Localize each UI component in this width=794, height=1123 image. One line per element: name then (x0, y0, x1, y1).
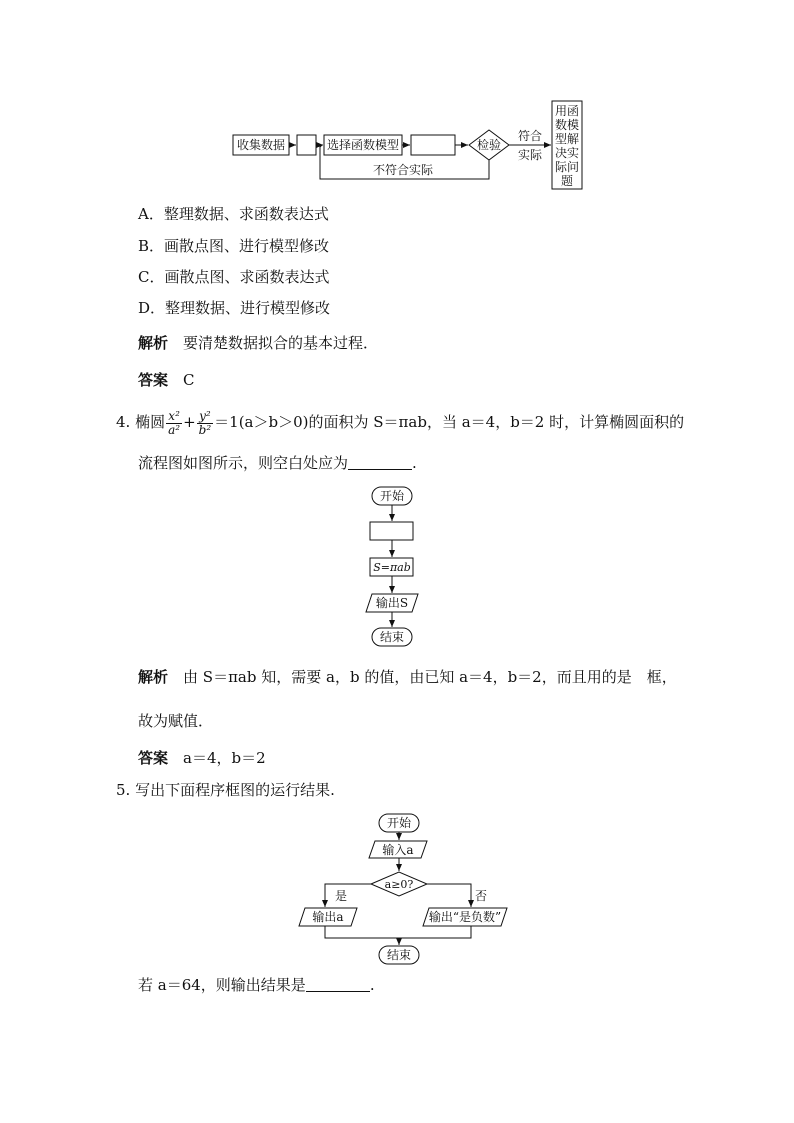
analysis-text: 要清楚数据拟合的基本过程． (183, 334, 379, 352)
blank-step-box (297, 135, 316, 155)
answer-text: a＝4，b＝2 (183, 749, 266, 767)
answer-blank (306, 977, 370, 992)
check-label: 检验 (476, 138, 502, 152)
q4-analysis-line1 (138, 667, 677, 687)
analysis-label: 解析 (138, 334, 169, 352)
q4-stem-line1 (116, 405, 684, 439)
option-label: A． (138, 205, 164, 223)
option-d (138, 298, 330, 318)
analysis-label: 解析 (138, 668, 169, 686)
use-model-label-1: 用函 (554, 104, 580, 118)
data-fitting-flowchart (228, 97, 588, 193)
use-model-label-4: 决实 (554, 146, 580, 160)
plus-sign: + (183, 413, 196, 431)
q5-question-text: 若 a＝64，则输出结果是 (138, 976, 306, 994)
answer-label: 答案 (138, 749, 169, 767)
end-label: 结束 (386, 948, 412, 962)
answer-text: C (183, 371, 195, 389)
output-label: 输出S (375, 596, 409, 610)
option-text: 画散点图、进行模型修改 (164, 237, 330, 255)
answer-blank (348, 455, 412, 470)
fit-label-1: 符合 (517, 129, 543, 143)
option-a (138, 204, 329, 224)
collect-data-label: 收集数据 (236, 138, 286, 152)
output-negative-label: 输出“是负数” (428, 910, 502, 924)
q4-lead: 椭圆 (135, 413, 166, 431)
output-a-label: 输出a (312, 910, 344, 924)
q4-answer (138, 748, 266, 768)
q4-analysis-line2 (138, 711, 213, 731)
not-fit-label: 不符合实际 (372, 163, 434, 177)
yes-label: 是 (334, 889, 348, 903)
q5-stem (116, 780, 335, 800)
start-label: 开始 (386, 816, 412, 830)
q4-equation-rest: ＝1(a＞b＞0)的面积为 S＝πab，当 a＝4，b＝2 时，计算椭圆面积的 (214, 413, 685, 431)
use-model-label-3: 型解 (554, 132, 580, 146)
start-label: 开始 (379, 489, 405, 503)
q4-line2: 流程图如图所示，则空白处应为 (138, 454, 349, 472)
q5-text: 写出下面程序框图的运行结果. (135, 781, 335, 799)
analysis-text-2: 故为赋值． (138, 712, 214, 730)
option-label: C． (138, 268, 165, 286)
option-label: D． (138, 299, 166, 317)
option-b (138, 236, 329, 256)
fraction-x2-a2: $\frac{\text{x²}}{\text{a²}}$ (168, 408, 181, 437)
analysis-text: 由 S＝πab 知，需要 a，b 的值，由已知 a＝4，b＝2，而且用的是 框， (183, 668, 677, 686)
condition-label: a≥0? (384, 878, 414, 891)
end-label: 结束 (379, 630, 405, 644)
ellipse-area-flowchart (355, 482, 435, 650)
option-label: B． (138, 237, 165, 255)
q3-answer (138, 370, 195, 390)
use-model-label-2: 数模 (554, 118, 580, 132)
use-model-label-5: 际问 (554, 160, 580, 174)
blank-process-box (370, 522, 413, 540)
option-text: 整理数据、进行模型修改 (165, 299, 331, 317)
question-number: 5. (116, 781, 131, 799)
option-text: 整理数据、求函数表达式 (163, 205, 329, 223)
option-c (138, 267, 330, 287)
choose-model-label: 选择函数模型 (326, 138, 400, 152)
input-label: 输入a (382, 843, 414, 857)
no-label: 否 (474, 889, 488, 903)
sign-check-flowchart (295, 808, 515, 970)
fraction-y2-b2: $\frac{\text{y²}}{\text{b²}}$ (198, 408, 212, 437)
question-number: 4. (116, 413, 131, 431)
answer-label: 答案 (138, 371, 169, 389)
fit-label-2: 实际 (517, 148, 543, 162)
use-model-label-6: 题 (560, 174, 574, 188)
q5-question: 若 a＝64，则输出结果是 . (138, 976, 375, 994)
formula-label: S=πab (373, 561, 411, 574)
q3-analysis (138, 333, 378, 353)
option-text: 画散点图、求函数表达式 (164, 268, 330, 286)
blank-step-box-2 (411, 135, 455, 155)
q4-stem-line2: 流程图如图所示，则空白处应为 . (138, 454, 417, 472)
